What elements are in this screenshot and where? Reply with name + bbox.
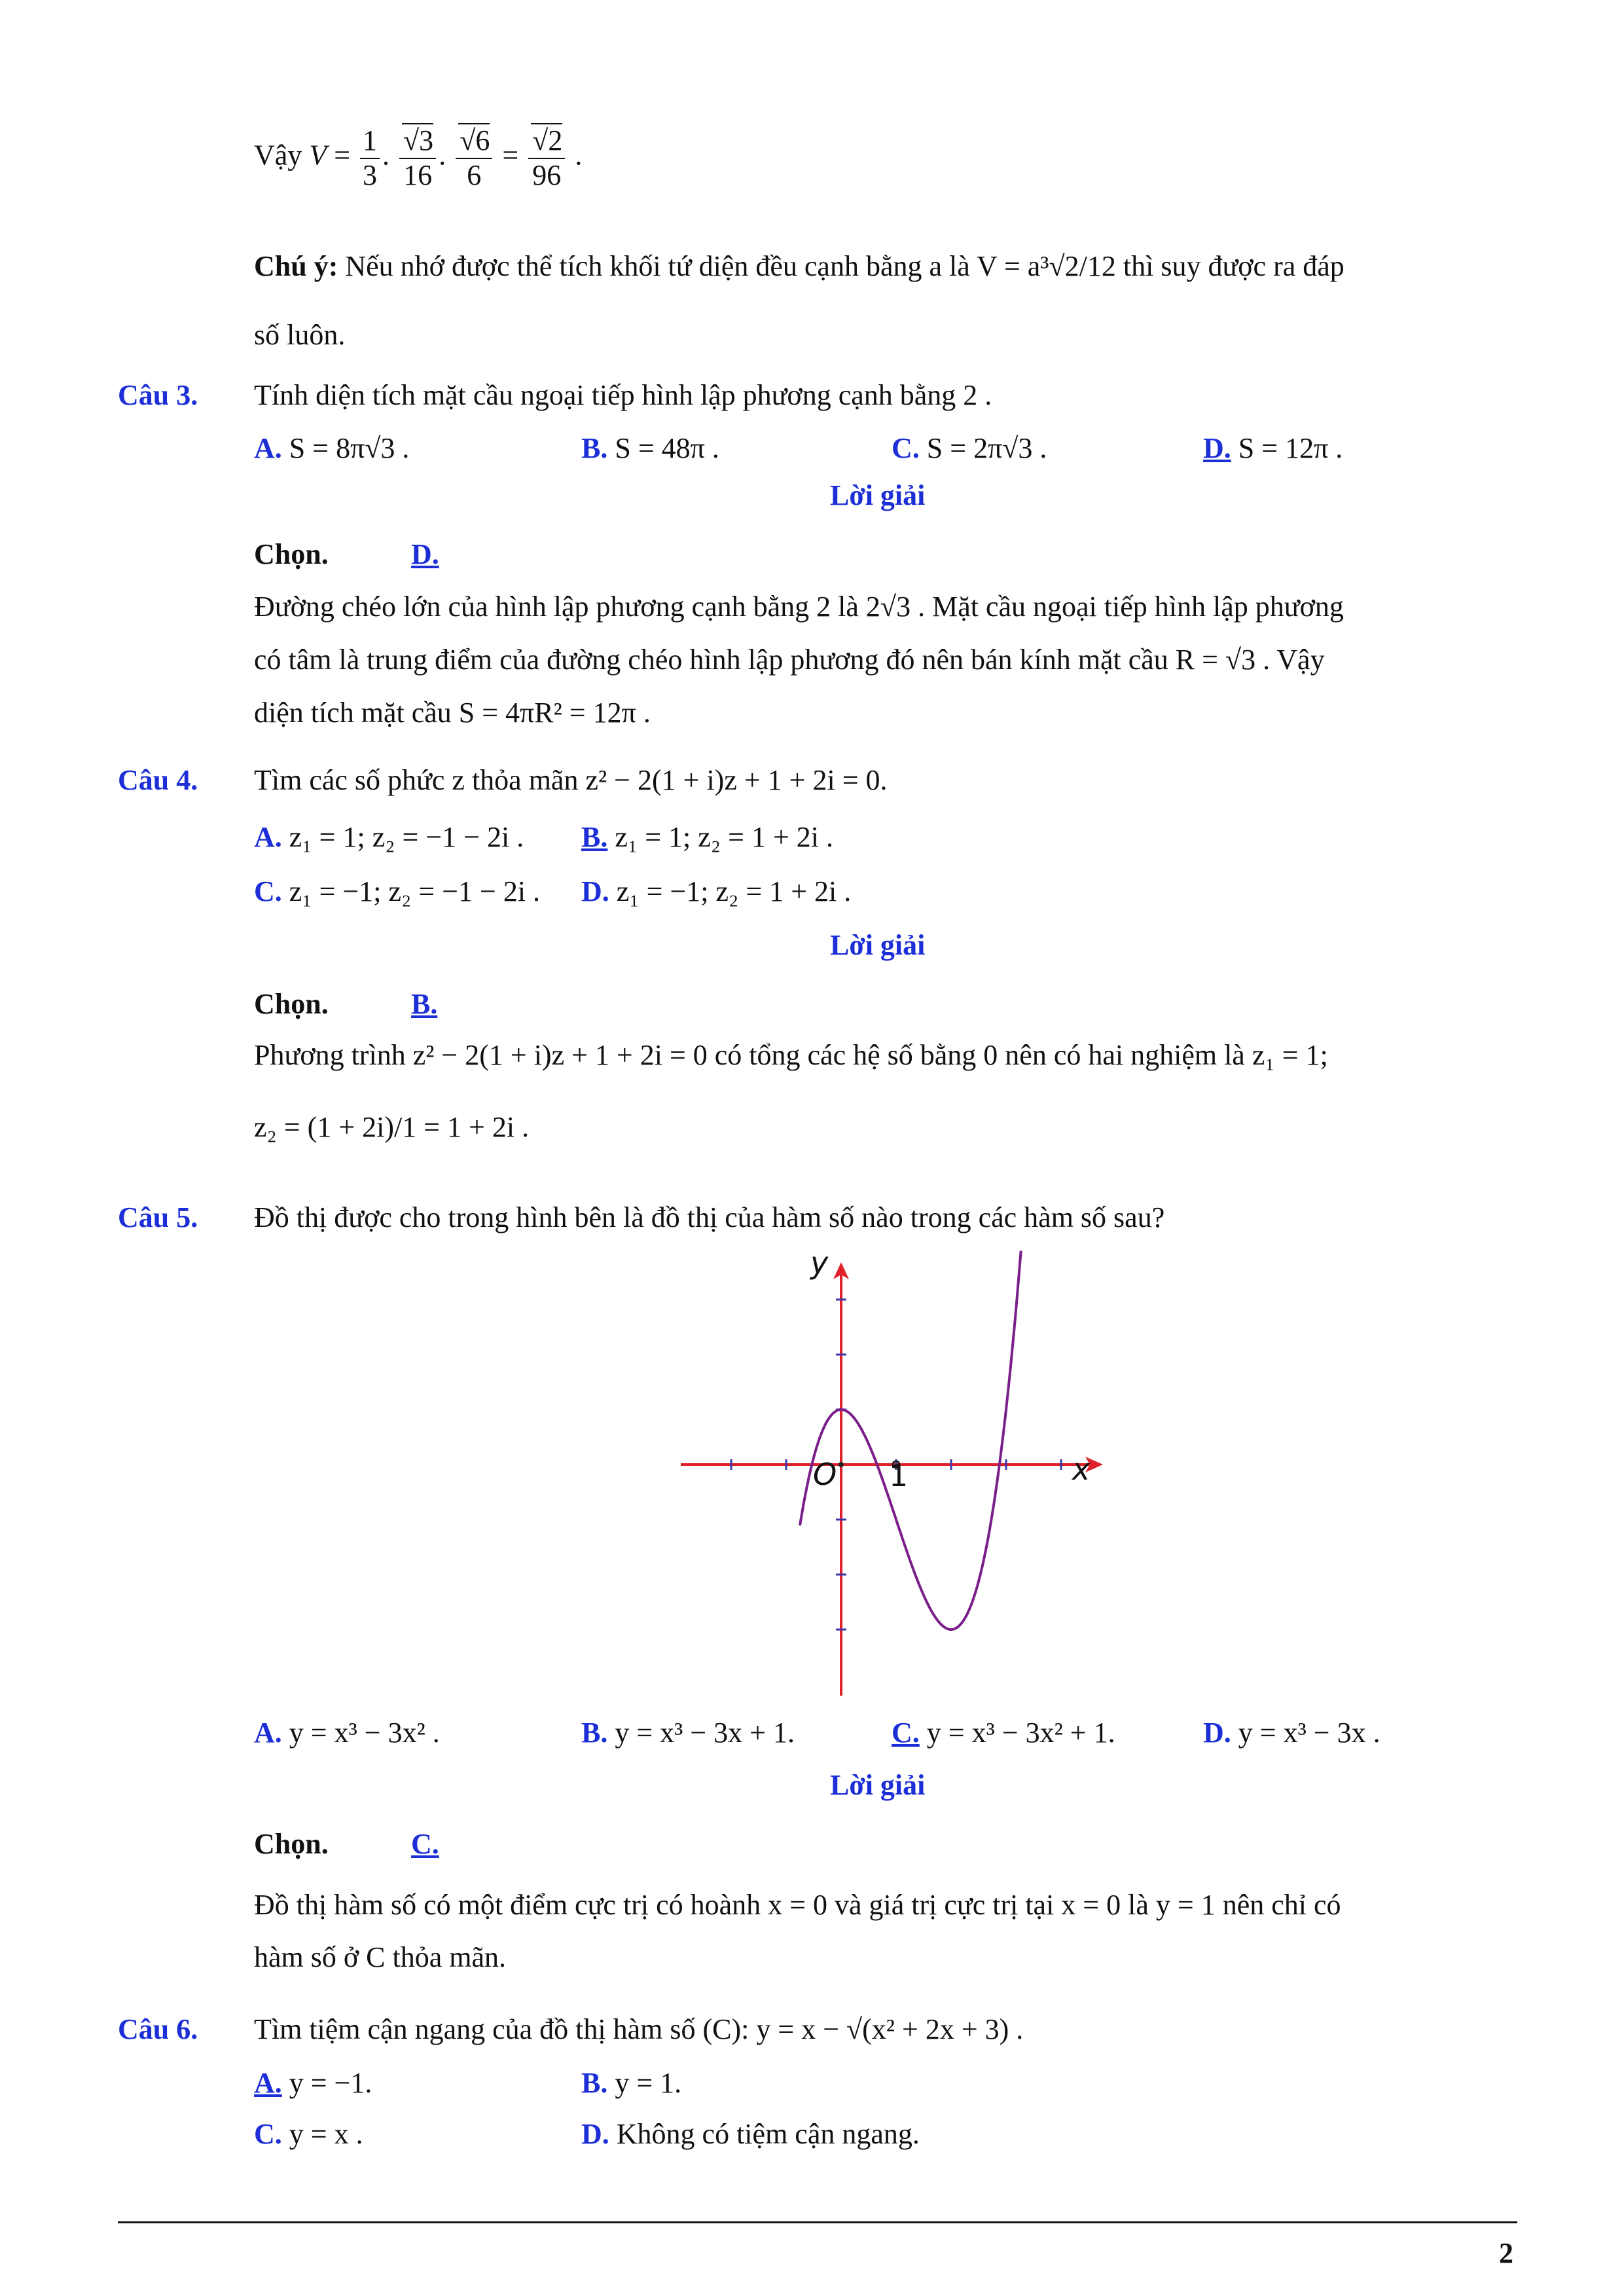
option-letter: A. [254,821,282,853]
q3-chon: Chọn. [254,538,329,570]
q4-option-c[interactable]: C. z₁ = −1; z₂ = −1 − 2i . [254,875,541,907]
tick-one-label: 1 [889,1458,909,1493]
q5-option-c[interactable]: C. y = x³ − 3x² + 1. [892,1717,1115,1749]
option-letter: C. [254,2118,282,2150]
q5-solution-title: Lời giải [830,1769,926,1801]
q6-option-d[interactable]: D. Không có tiệm cận ngang. [581,2118,920,2150]
q6-question: Tìm tiệm cận ngang của đồ thị hàm số (C): y = x − √(x² + 2x + 3) . [254,2013,1024,2045]
y-axis-label: y [810,1245,829,1281]
option-letter: D. [1203,432,1231,464]
q4-solution-line-1: Phương trình z² − 2(1 + i)z + 1 + 2i = 0 có tổng các hệ số bằng 0 nên có hai nghiệm là z₁ = 1; [254,1039,1328,1071]
q5-solution-line-1: Đồ thị hàm số có một điểm cực trị có hoành x = 0 và giá trị cực trị tại x = 0 là y = 1 nên chỉ có [254,1889,1341,1921]
option-letter: C. [254,875,282,907]
q3-option-a[interactable]: A. S = 8π√3 . [254,432,410,464]
option-letter: D. [1203,1717,1231,1749]
option-letter: A. [254,2067,282,2099]
q3-solution-title: Lời giải [830,479,926,511]
x-axis-label: x [1072,1451,1091,1487]
q4-answer: B. [411,988,438,1020]
footer-divider [118,2221,1517,2223]
option-letter: A. [254,432,282,464]
option-letter: C. [892,1717,920,1749]
note-label: Chú ý: [254,250,338,282]
origin-label: O [813,1457,837,1492]
q3-label: Câu 3. [118,379,198,411]
q4-question: Tìm các số phức z thỏa mãn z² − 2(1 + i)z + 1 + 2i = 0. [254,764,888,796]
option-letter: B. [581,821,608,853]
q3-answer: D. [411,538,439,570]
q3-option-d[interactable]: D. S = 12π . [1203,432,1343,464]
q4-label: Câu 4. [118,764,198,796]
q3-question: Tính diện tích mặt cầu ngoại tiếp hình lập phương cạnh bằng 2 . [254,379,992,411]
q4-chon: Chọn. [254,988,329,1020]
vay-formula: Vậy V = $\frac{1}{3}$ . $\frac{√3}{16}$ . $\frac{√6}{6}$ = $\frac{√2}{96}$ . [254,124,583,191]
q5-solution-line-2: hàm số ở C thỏa mãn. [254,1941,506,1973]
q4-option-d[interactable]: D. z₁ = −1; z₂ = 1 + 2i . [581,875,852,907]
q6-option-c[interactable]: C. y = x . [254,2118,363,2150]
q5-chon: Chọn. [254,1828,329,1860]
q4-solution-title: Lời giải [830,929,926,961]
q5-question: Đồ thị được cho trong hình bên là đồ thị của hàm số nào trong các hàm số sau? [254,1201,1165,1233]
q6-option-b[interactable]: B. y = 1. [581,2067,682,2099]
q3-solution-line-2: có tâm là trung điểm của đường chéo hình lập phương đó nên bán kính mặt cầu R = √3 . Vậy [254,644,1325,676]
q3-option-c[interactable]: C. S = 2π√3 . [892,432,1047,464]
option-letter: D. [581,875,609,907]
q4-solution-line-2: z₂ = (1 + 2i)/1 = 1 + 2i . [254,1111,530,1143]
q4-option-b[interactable]: B. z₁ = 1; z₂ = 1 + 2i . [581,821,833,853]
q6-label: Câu 6. [118,2013,198,2045]
note-line-2: số luôn. [254,319,346,351]
q5-graph [668,1237,1126,1709]
option-letter: C. [892,432,920,464]
page-number: 2 [1499,2237,1513,2269]
q5-answer: C. [411,1828,439,1860]
option-letter: B. [581,432,608,464]
option-letter: B. [581,2067,608,2099]
option-letter: D. [581,2118,609,2150]
q3-option-b[interactable]: B. S = 48π . [581,432,719,464]
q5-option-b[interactable]: B. y = x³ − 3x + 1. [581,1717,795,1749]
q5-option-a[interactable]: A. y = x³ − 3x² . [254,1717,440,1749]
q3-solution-line-3: diện tích mặt cầu S = 4πR² = 12π . [254,697,651,729]
note-text: Nếu nhớ được thể tích khối tứ diện đều cạnh bằng a là V = a³√2/12 thì suy được ra đáp [345,250,1344,282]
q5-label: Câu 5. [118,1201,198,1233]
function-curve [800,1251,1021,1630]
option-letter: B. [581,1717,608,1749]
q3-solution-line-1: Đường chéo lớn của hình lập phương cạnh bằng 2 là 2√3 . Mặt cầu ngoại tiếp hình lập phương [254,591,1344,623]
q6-option-a[interactable]: A. y = −1. [254,2067,372,2099]
q5-option-d[interactable]: D. y = x³ − 3x . [1203,1717,1380,1749]
q4-option-a[interactable]: A. z₁ = 1; z₂ = −1 − 2i . [254,821,524,853]
origin-point [839,1462,844,1467]
note-line [254,252,1517,281]
option-letter: A. [254,1717,282,1749]
vay-word: Vậy [254,139,310,172]
